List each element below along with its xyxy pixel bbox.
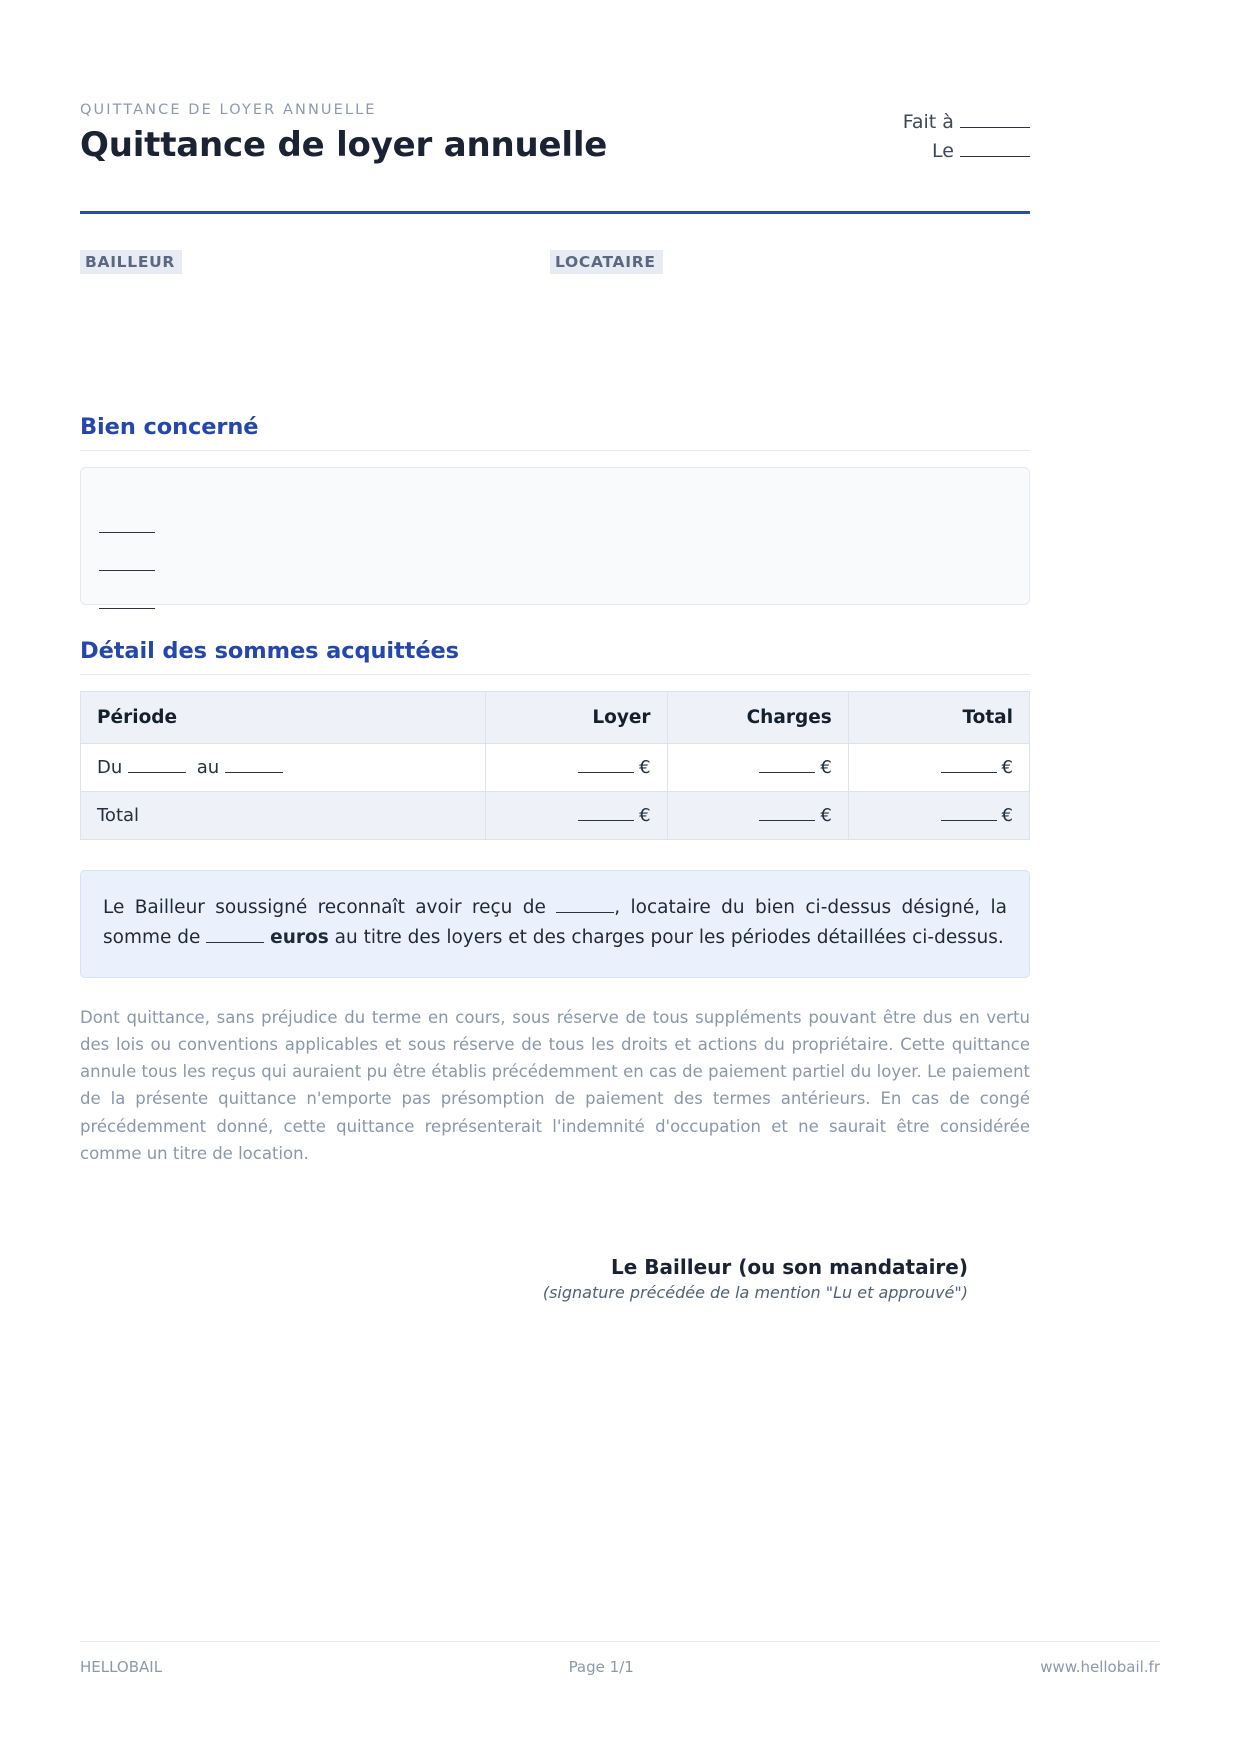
charges-currency: € — [820, 756, 832, 778]
footer-page-number: Page 1/1 — [568, 1658, 634, 1676]
bien-line-1 — [99, 518, 1029, 537]
column-header-periode: Période — [81, 691, 486, 743]
cell-total-total[interactable] — [848, 791, 1029, 839]
fait-a-row — [903, 108, 1030, 137]
column-header-total: Total — [848, 691, 1029, 743]
bien-blank-2[interactable] — [99, 570, 155, 571]
bien-concerne-section — [80, 414, 1030, 605]
footer-website[interactable]: www.hellobail.fr — [1040, 1658, 1160, 1676]
signature-subtitle: (signature précédée de la mention "Lu et approuvé") — [542, 1283, 968, 1303]
fait-a-label: Fait à — [902, 111, 954, 133]
column-header-charges: Charges — [667, 691, 848, 743]
cell-periode[interactable] — [81, 743, 486, 791]
bien-line-3 — [99, 594, 1029, 613]
footer-brand: HELLOBAIL — [80, 1658, 163, 1676]
total-loyer-currency: € — [639, 804, 651, 826]
total-total-blank[interactable] — [941, 820, 997, 821]
page-title: Quittance de loyer annuelle — [80, 125, 608, 165]
document-eyebrow: QUITTANCE DE LOYER ANNUELLE — [80, 102, 377, 118]
total-blank[interactable] — [941, 772, 997, 773]
callout-amount-blank[interactable] — [206, 942, 264, 943]
total-charges-currency: € — [820, 804, 832, 826]
callout-tenant-blank[interactable] — [556, 912, 614, 913]
periode-start-blank[interactable] — [128, 772, 186, 773]
acknowledgement-callout — [80, 870, 1030, 978]
periode-middle: au — [196, 756, 220, 778]
signature-block — [80, 1255, 1030, 1302]
callout-part-1: Le Bailleur soussigné reconnaît avoir reçu de — [103, 896, 546, 918]
page-content — [80, 0, 1030, 1302]
sommes-table-head — [81, 691, 1030, 743]
table-header-row — [81, 691, 1030, 743]
parties-section — [80, 250, 1030, 370]
bien-concerne-divider — [80, 450, 1030, 451]
cell-total-charges[interactable] — [667, 791, 848, 839]
party-locataire — [550, 250, 1020, 370]
sommes-divider — [80, 674, 1030, 675]
total-total-currency: € — [1001, 804, 1013, 826]
document-header — [80, 0, 1030, 167]
le-row — [903, 137, 1030, 166]
column-header-loyer: Loyer — [486, 691, 667, 743]
bailleur-label: BAILLEUR — [80, 250, 182, 274]
bien-line-2 — [99, 556, 1029, 575]
table-row-total — [81, 791, 1030, 839]
cell-charges[interactable] — [667, 743, 848, 791]
signature-title: Le Bailleur (ou son mandataire) — [610, 1255, 968, 1280]
cell-total-loyer[interactable] — [486, 791, 667, 839]
total-currency: € — [1001, 756, 1013, 778]
sommes-title: Détail des sommes acquittées — [80, 637, 459, 664]
callout-part-3: au titre des loyers et des charges pour les périodes détaillées ci-dessus. — [334, 926, 1004, 948]
loyer-blank[interactable] — [578, 772, 634, 773]
callout-euros-label: euros — [270, 926, 329, 948]
le-blank[interactable] — [960, 156, 1030, 157]
cell-total-label: Total — [81, 791, 486, 839]
periode-end-blank[interactable] — [225, 772, 283, 773]
header-left — [80, 102, 607, 164]
sommes-table-body — [81, 743, 1030, 839]
sommes-section — [80, 638, 1030, 840]
bien-blank-1[interactable] — [99, 532, 155, 533]
callout-part-2: , locataire du bien ci-dessus désigné, la somme de — [103, 896, 1007, 948]
periode-prefix: Du — [97, 756, 123, 778]
le-label: Le — [932, 140, 954, 163]
locataire-label: LOCATAIRE — [550, 250, 663, 274]
legal-paragraph: Dont quittance, sans préjudice du terme en cours, sous réserve de tous suppléments pouvant être dus en vertu des lois ou conventions applicables et sous réserve de tous les droits et actions du propriétaire. Cette quittance annule tous les reçus qui auraient pu être établis précédemment en cas de paiement partiel du loyer. Le paiement de la présente quittance n'emporte pas présomption de paiement des termes antérieurs. En cas de congé précédemment donné, cette quittance représenterait l'indemnité d'occupation et ne saurait être considérée comme un titre de location. — [80, 1007, 1030, 1163]
loyer-currency: € — [639, 756, 651, 778]
total-loyer-blank[interactable] — [578, 820, 634, 821]
bien-blank-3[interactable] — [99, 608, 155, 609]
party-bailleur — [80, 250, 550, 370]
bien-concerne-title: Bien concerné — [80, 413, 259, 440]
bien-concerne-box[interactable] — [80, 467, 1030, 605]
cell-total[interactable] — [848, 743, 1029, 791]
header-divider — [80, 211, 1030, 214]
sommes-table — [80, 691, 1030, 840]
charges-blank[interactable] — [759, 772, 815, 773]
header-place-date — [903, 102, 1030, 167]
cell-loyer[interactable] — [486, 743, 667, 791]
table-row — [81, 743, 1030, 791]
total-charges-blank[interactable] — [759, 820, 815, 821]
page-footer — [80, 1641, 1160, 1676]
fait-a-blank[interactable] — [960, 127, 1030, 128]
